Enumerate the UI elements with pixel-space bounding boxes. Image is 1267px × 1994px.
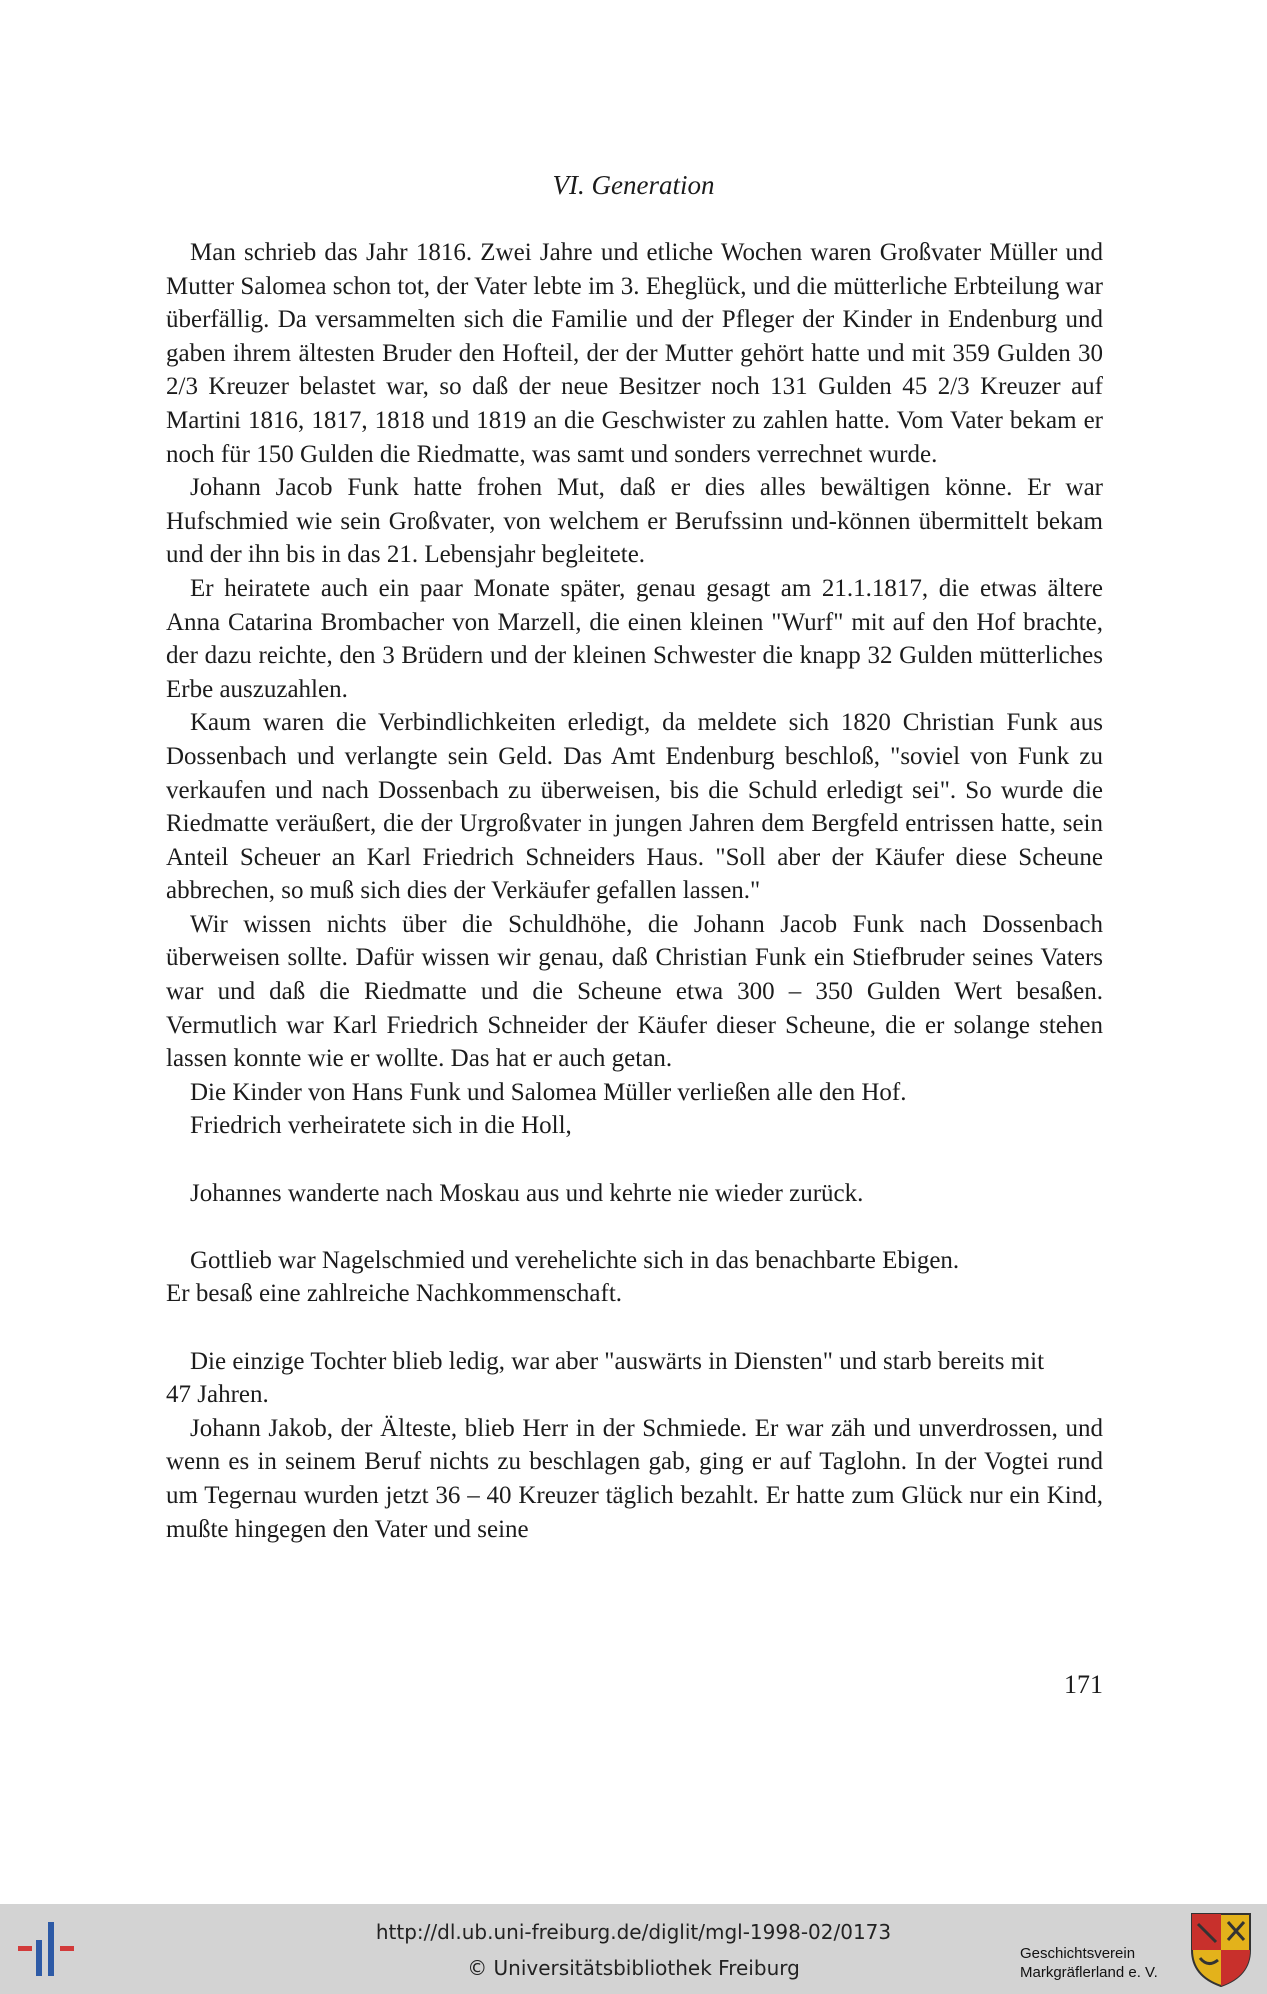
society-line-2: Markgräflerland e. V.: [1020, 1964, 1158, 1981]
spacer: [166, 1311, 1103, 1345]
footer-bar: [0, 1904, 1267, 1994]
copyright-notice: © Universitätsbibliothek Freiburg: [467, 1956, 800, 1980]
page-number: 171: [1064, 1670, 1103, 1699]
body-text: [166, 236, 1103, 1546]
paragraph-2: Johann Jacob Funk hatte frohen Mut, daß er dies alles bewältigen könne. Er war Hufschmied wie sein Großvater, von welchem er Berufssinn und-können übermittelt bekam und der ihn bis in das 21. Lebensjahr begleitete.: [166, 474, 1103, 569]
paragraph-4: Kaum waren die Verbindlichkeiten erledigt, da meldete sich 1820 Christian Funk aus Dossenbach und verlangte sein Geld. Das Amt Endenburg beschloß, "soviel von Funk zu verkaufen und nach Dossenbach zu überweisen, bis die Schuld erledigt sei". So wurde die Riedmatte veräußert, die der Urgroßvater in jungen Jahren dem Bergfeld entrissen hatte, sein Anteil Scheuer an Karl Friedrich Schneiders Haus. "Soll aber der Käufer diese Scheune abbrechen, so muß sich dies der Verkäufer gefallen lassen.": [166, 709, 1103, 905]
coat-of-arms-icon: [1188, 1910, 1254, 1988]
paragraph-7: Friedrich verheiratete sich in die Holl,: [190, 1112, 572, 1140]
paragraph-5: Wir wissen nichts über die Schuldhöhe, die Johann Jacob Funk nach Dossenbach überweisen sollte. Dafür wissen wir genau, daß Christian Funk ein Stiefbruder seines Vaters war und daß die Riedmatte und die Scheune etwa 300 – 350 Gulden Wert besaßen. Vermutlich war Karl Friedrich Schneider der Käufer dieser Scheune, die er solange stehen lassen konnte wie er wollte. Das hat er auch getan.: [166, 910, 1103, 1073]
paragraph-8: Johannes wanderte nach Moskau aus und kehrte nie wieder zurück.: [190, 1179, 864, 1207]
paragraph-10: Die einzige Tochter blieb ledig, war aber "auswärts in Diensten" und starb bereits mit 47 Jahren.: [166, 1347, 1045, 1409]
spacer: [166, 1143, 1103, 1177]
paragraph-11: Johann Jakob, der Älteste, blieb Herr in der Schmiede. Er war zäh und unverdrossen, und wenn es in seinem Beruf nichts zu beschlagen gab, ging er auf Taglohn. In der Vogtei rund um Tegernau wurden jetzt 36 – 40 Kreuzer täglich bezahlt. Er hatte zum Glück nur ein Kind, mußte hingegen den Vater und seine: [166, 1414, 1103, 1543]
running-header: VI. Generation: [552, 170, 715, 200]
source-url[interactable]: http://dl.ub.uni-freiburg.de/diglit/mgl-1998-02/0173: [375, 1920, 892, 1944]
paragraph-6: Die Kinder von Hans Funk und Salomea Müller verließen alle den Hof.: [190, 1078, 907, 1106]
society-line-1: Geschichtsverein: [1020, 1945, 1136, 1962]
paragraph-1: Man schrieb das Jahr 1816. Zwei Jahre und etliche Wochen waren Großvater Müller und Mutter Salomea schon tot, der Vater lebte im 3. Eheglück, und die mütterliche Erbteilung war überfällig. Da versammelten sich die Familie und der Pfleger der Kinder in Endenburg und gaben ihrem ältesten Bruder den Hofteil, der der Mutter gehört hatte und mit 359 Gulden 30 2/3 Kreuzer belastet war, so daß der neue Besitzer noch 131 Gulden 45 2/3 Kreuzer auf Martini 1816, 1817, 1818 und 1819 an die Geschwister zu zahlen hatte. Vom Vater bekam er noch für 150 Gulden die Riedmatte, was samt und sonders verrechnet wurde.: [166, 239, 1103, 468]
spacer: [166, 1210, 1103, 1244]
society-name: [1020, 1944, 1180, 1982]
paragraph-9: Gottlieb war Nagelschmied und verehelichte sich in das benachbarte Ebigen. Er besaß eine zahlreiche Nachkommenschaft.: [166, 1246, 960, 1308]
paragraph-3: Er heiratete auch ein paar Monate später, genau gesagt am 21.1.1817, die etwas ältere Anna Catarina Brombacher von Marzell, die einen kleinen "Wurf" mit auf den Hof brachte, der dazu reichte, den 3 Brüdern und der kleinen Schwester die knapp 32 Gulden mütterliches Erbe auszuzahlen.: [166, 574, 1103, 703]
